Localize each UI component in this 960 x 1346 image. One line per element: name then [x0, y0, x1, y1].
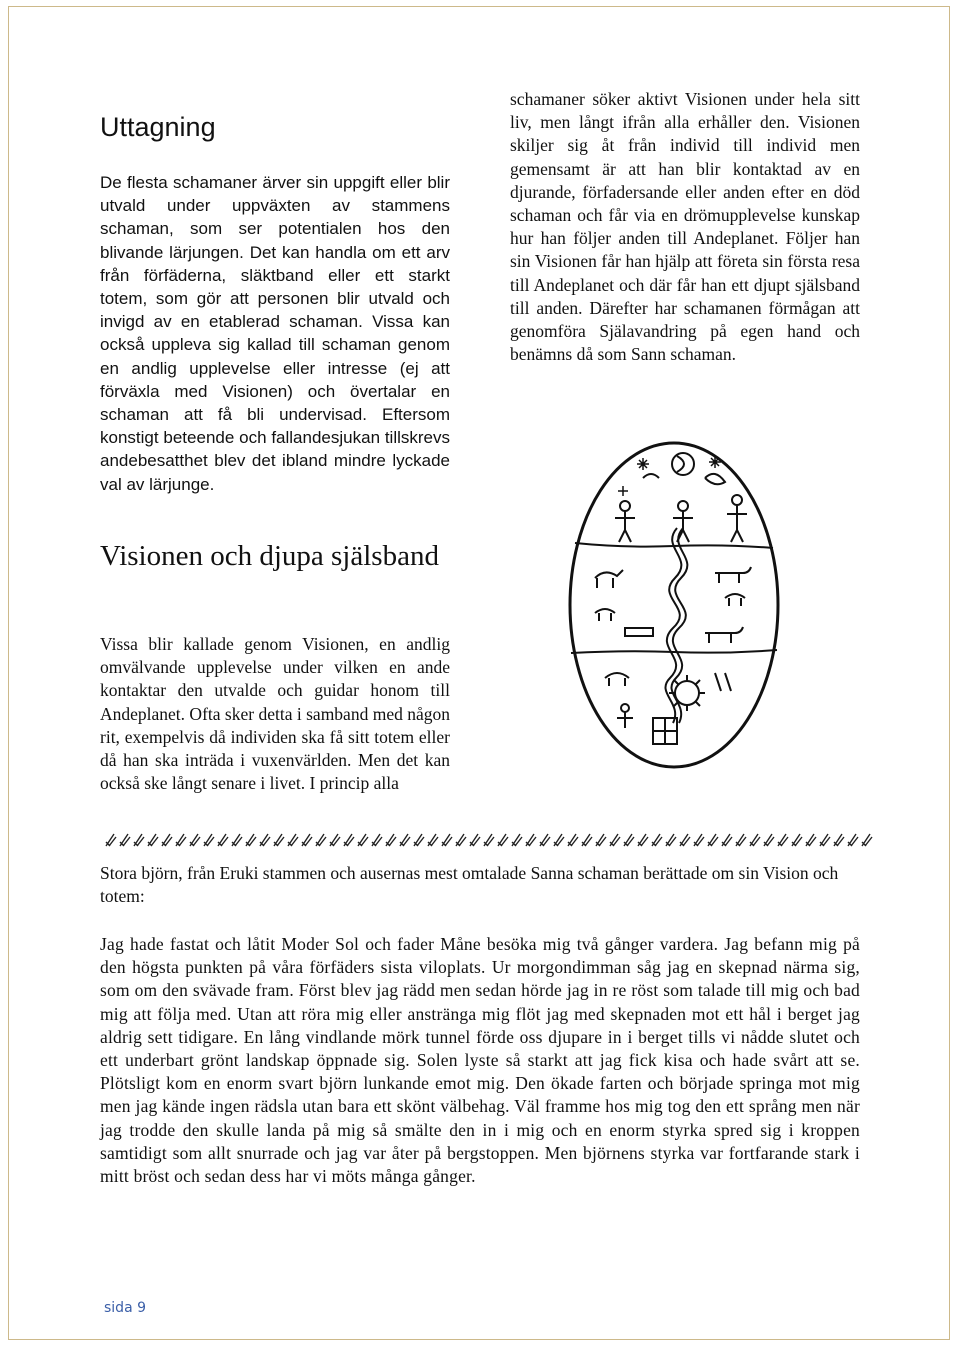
paragraph-visionen-continued: schamaner söker aktivt Visionen under hela sitt liv, men långt ifrån alla erhåller den. Visionen skiljer sig åt från individ till individ men gemensamt är att han blir kontaktad av en djurande, förfadersande eller anden efter en död schaman och får via en drömupplevelse kunskap hur han följer anden till Andeplanet. Följer han sin Visionen får han hjälp att företa sin första resa till Andeplanet och där får han ett djupt själsband till anden. Därefter har schamanen förmågan att genomföra Själavandring på egen hand och benämns då som Sann schaman.: [510, 89, 860, 365]
heading-uttagning: Uttagning: [100, 112, 216, 142]
story-quote: Jag hade fastat och låtit Moder Sol och fader Måne besöka mig två gånger vardera. Jag befann mig på den högsta punkten på våra förfäders sista viloplats. Ur morgondimman såg jag en skepnad närma sig, som om den svävade fram. Först blev jag rädd men sedan hörde jag in re röst som talade till mig och bad mig att följa med. Utan att röra mig eller anstränga mig flöt jag med skepnaden mot ett hål i berget jag aldrig sett tidigare. En lång vindlande mörk tunnel förde oss djupare in i berget tills vi nådde slutet och ett underbart grönt landskap öppnade sig. Solen lyste så starkt att jag fick kisa och hade svårt att se. Plötsligt kom en enorm svart björn lunkande emot mig. Den ökade farten och började springa mot mig men jag kände ingen rädsla utan bara ett skönt välbehag. Väl framme hos mig tog den ett språng men när jag trodde den skulle landa på mig så smälte den in i mig och en enorm styrka spred sig i kroppen samtidigt som allt snurrade och jag var åter på bergstoppen. Men björnens styrka var fortfarande stark i mitt bröst och sedan dess har vi möts många gånger.: [100, 934, 860, 1187]
shaman-drum-illustration: [565, 438, 783, 773]
paragraph-visionen: Vissa blir kallade genom Visionen, en andlig omvälvande upplevelse under vilken en ande kontaktar den utvalde och guidar honom till Andeplanet. Ofta sker detta i samband med någon rit, exempelvis då individen ska få sitt totem eller då han ska inträda i vuxenvärlden. Men det kan också ske långt senare i livet. I princip alla: [100, 634, 450, 794]
page-number: sida 9: [104, 1300, 147, 1316]
decorative-border: [104, 832, 874, 848]
heading-visionen: Visionen och djupa själsband: [100, 540, 439, 572]
story-intro: Stora björn, från Eruki stammen och ausernas mest omtalade Sanna schaman berättade om sin Vision och totem:: [100, 863, 839, 907]
paragraph-uttagning: De flesta schamaner ärver sin uppgift eller blir utvald under uppväxten av stammens schaman, som ser potentialen hos den blivande lärjungen. Det kan handla om ett arv från förfäderna, släktband eller ett starkt totem, som gör att personen blir utvald och invigd av en etablerad schaman. Vissa kan också uppleva sig kallad till schaman genom en andlig upplevelse eller intresse (ej att förväxla med Visionen) och övertalar en schaman att få bli undervisad. Eftersom konstigt beteende och fallandesjukan tillskrevs andebesatthet blev det ibland mindre lyckade val av lärjunge.: [100, 173, 450, 494]
